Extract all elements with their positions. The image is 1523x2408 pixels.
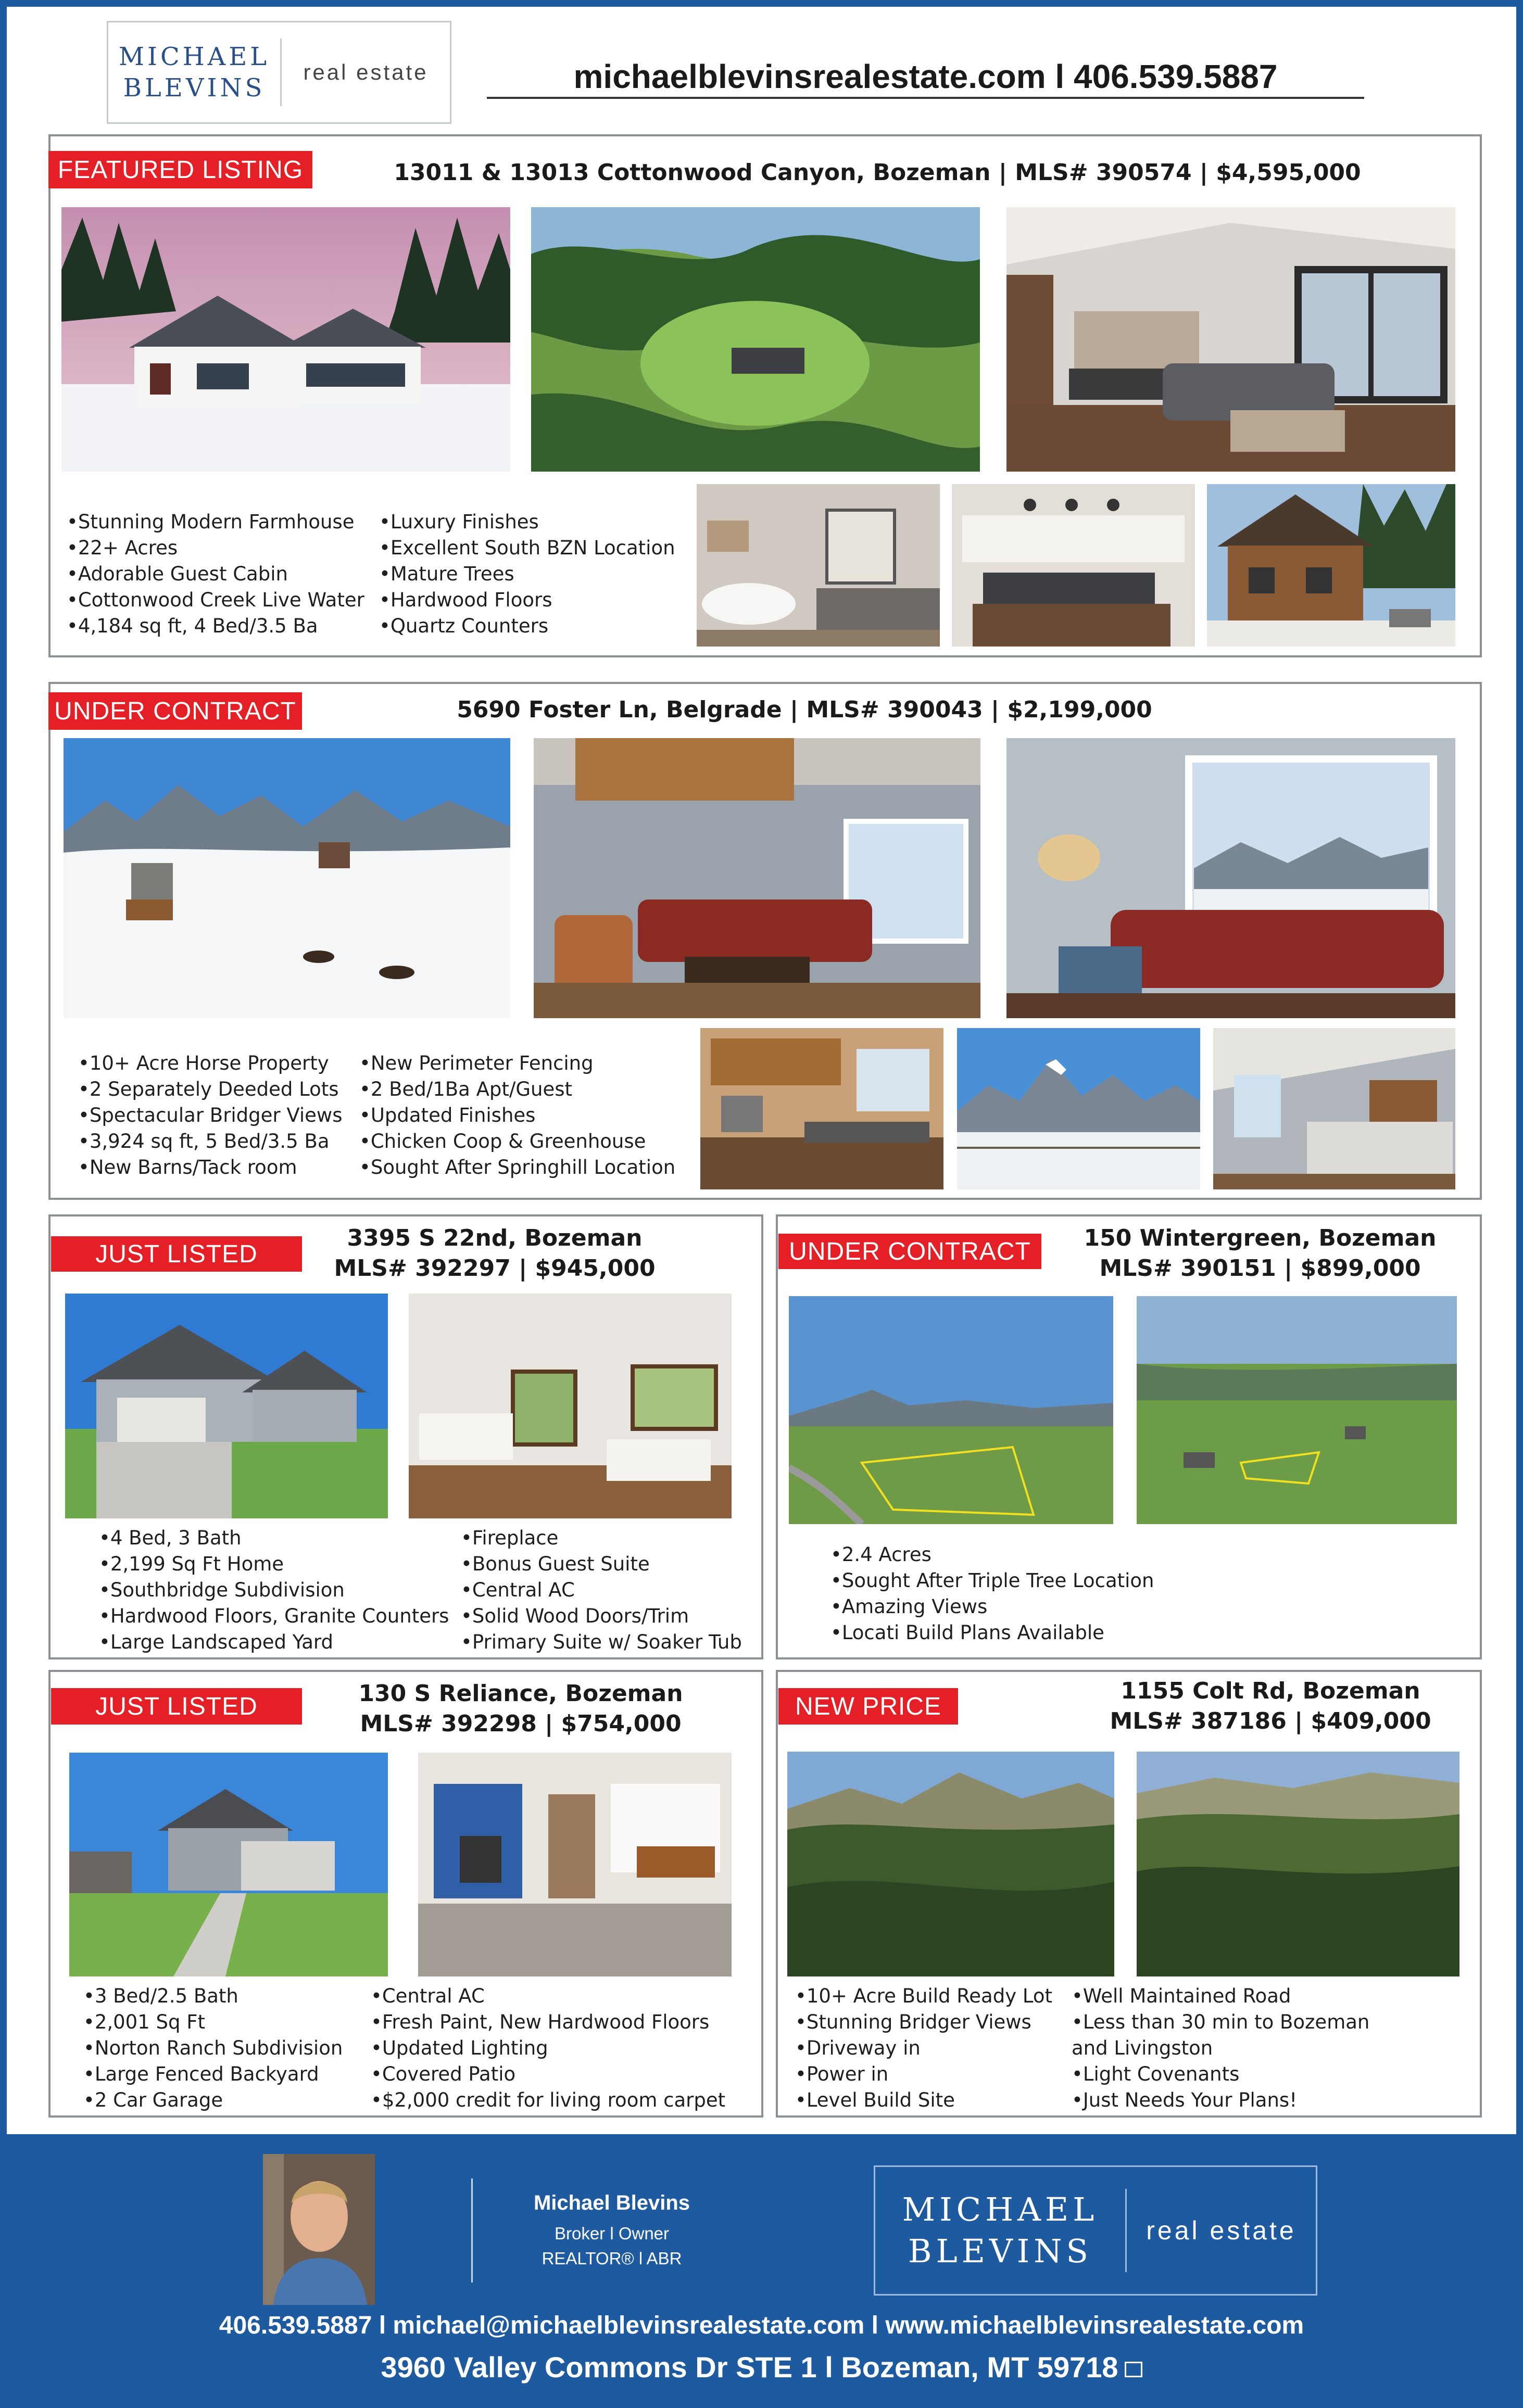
list-item: • Central AC [461, 1577, 742, 1603]
list-item: • 22+ Acres [67, 535, 364, 561]
colt-title[interactable] [1083, 1676, 1458, 1737]
list-item: and Livingston [1072, 2037, 1213, 2059]
reliance-mls-price: MLS# 392298 | $754,000 [360, 1710, 682, 1737]
list-item: • Driveway in [795, 2035, 1052, 2061]
list-item: • Less than 30 min to Bozeman [1072, 2009, 1369, 2035]
list-item: • Primary Suite w/ Soaker Tub [461, 1629, 742, 1655]
reliance-tag: JUST LISTED [51, 1688, 302, 1725]
colt-photo-valley[interactable] [787, 1752, 1114, 1976]
list-item: • Hardwood Floors [379, 587, 675, 613]
list-item: • Well Maintained Road [1072, 1983, 1369, 2009]
agent-credentials: REALTOR® l ABR [542, 2249, 682, 2268]
s22nd-features-col1 [99, 1525, 449, 1655]
featured-photo-kitchen[interactable] [952, 484, 1195, 647]
agent-role: Broker l Owner [554, 2224, 670, 2243]
list-item: • 10+ Acre Build Ready Lot [795, 1983, 1052, 2009]
foster-title[interactable]: 5690 Foster Ln, Belgrade | MLS# 390043 | $2,199,000 [457, 696, 1152, 723]
list-item: • Quartz Counters [379, 613, 675, 639]
list-item: • Central AC [371, 1983, 725, 2009]
wintergreen-photo-lot[interactable] [789, 1296, 1113, 1524]
wintergreen-tag: UNDER CONTRACT [778, 1234, 1041, 1269]
footer-logo-wordmark [875, 2189, 1125, 2272]
list-item: • Fireplace [461, 1525, 742, 1551]
footer-address: 3960 Valley Commons Dr STE 1 l Bozeman, MT 59718 [381, 2351, 1118, 2384]
footer-logo [874, 2165, 1317, 2296]
s22nd-features-col2 [461, 1525, 742, 1655]
agent-photo [263, 2154, 375, 2305]
footer-logo-subtitle: real estate [1146, 2216, 1297, 2245]
featured-tag: FEATURED LISTING [48, 151, 312, 188]
featured-features-col2 [379, 509, 675, 639]
header-logo [107, 21, 451, 124]
list-item: • 3 Bed/2.5 Bath [83, 1983, 343, 2009]
reliance-title[interactable] [338, 1679, 703, 1739]
agent-info [484, 2191, 739, 2271]
logo-wordmark [108, 41, 280, 104]
foster-photo-living[interactable] [534, 738, 980, 1018]
list-item: • Power in [795, 2061, 1052, 2087]
colt-photo-forest[interactable] [1137, 1752, 1459, 1976]
list-item: • Locati Build Plans Available [830, 1620, 1154, 1646]
s22nd-photo-interior[interactable] [409, 1294, 732, 1518]
list-item: • Mature Trees [379, 561, 675, 587]
wintergreen-features [830, 1542, 1154, 1646]
featured-title[interactable]: 13011 & 13013 Cottonwood Canyon, Bozeman | MLS# 390574 | $4,595,000 [394, 159, 1361, 186]
list-item: • Covered Patio [371, 2061, 725, 2087]
header-rule [487, 97, 1364, 99]
featured-photo-cabin[interactable] [1207, 484, 1455, 647]
foster-features-col2 [359, 1050, 675, 1181]
list-item: • 2.4 Acres [830, 1542, 1154, 1568]
list-item: • Adorable Guest Cabin [67, 561, 364, 587]
wintergreen-title[interactable] [1062, 1223, 1458, 1284]
list-item: • 2 Separately Deeded Lots [78, 1076, 342, 1102]
list-item: • 4 Bed, 3 Bath [99, 1525, 449, 1551]
list-item: • Amazing Views [830, 1594, 1154, 1620]
featured-photo-aerial[interactable] [531, 207, 980, 472]
list-item: • Spectacular Bridger Views [78, 1102, 342, 1129]
logo-line1: MICHAEL [118, 42, 270, 71]
list-item: • Large Landscaped Yard [99, 1629, 449, 1655]
featured-photo-living[interactable] [1006, 207, 1455, 472]
list-item: • Light Covenants [1072, 2061, 1369, 2087]
s22nd-photo-exterior[interactable] [65, 1294, 388, 1518]
wintergreen-address: 150 Wintergreen, Bozeman [1084, 1225, 1437, 1251]
agent-name: Michael Blevins [533, 2191, 690, 2214]
foster-tag: UNDER CONTRACT [48, 692, 302, 730]
list-item: • Solid Wood Doors/Trim [461, 1603, 742, 1629]
wintergreen-photo-aerial[interactable] [1137, 1296, 1457, 1524]
reliance-photo-exterior[interactable] [69, 1753, 388, 1976]
reliance-photo-living[interactable] [418, 1753, 732, 1976]
list-item: • Sought After Triple Tree Location [830, 1568, 1154, 1594]
list-item: • Updated Finishes [359, 1102, 675, 1129]
featured-photo-bath[interactable] [697, 484, 940, 647]
list-item: • Hardwood Floors, Granite Counters [99, 1603, 449, 1629]
colt-mls-price: MLS# 387186 | $409,000 [1110, 1708, 1431, 1734]
list-item: • Level Build Site [795, 2087, 1052, 2113]
list-item: • 2 Car Garage [83, 2087, 343, 2113]
logo-line2: BLEVINS [123, 73, 266, 103]
list-item: • Just Needs Your Plans! [1072, 2087, 1369, 2113]
header-contact[interactable]: michaelblevinsrealestate.com l 406.539.5887 [573, 58, 1278, 95]
colt-tag: NEW PRICE [778, 1688, 958, 1725]
list-item: • Large Fenced Backyard [83, 2061, 343, 2087]
list-item: • Excellent South BZN Location [379, 535, 675, 561]
list-item: • Fresh Paint, New Hardwood Floors [371, 2009, 725, 2035]
list-item: • Norton Ranch Subdivision [83, 2035, 343, 2061]
foster-photo-bedroom[interactable] [1213, 1028, 1455, 1189]
foster-features-col1 [78, 1050, 342, 1181]
foster-photo-mountains[interactable] [957, 1028, 1200, 1189]
featured-features-col1 [67, 509, 364, 639]
footer-address-line [0, 2350, 1523, 2384]
list-item: • Cottonwood Creek Live Water [67, 587, 364, 613]
list-item: • Updated Lighting [371, 2035, 725, 2061]
logo-subtitle: real estate [303, 60, 429, 84]
s22nd-title[interactable] [312, 1223, 677, 1284]
list-item: • 4,184 sq ft, 4 Bed/3.5 Ba [67, 613, 364, 639]
s22nd-address: 3395 S 22nd, Bozeman [347, 1225, 643, 1251]
reliance-features-col2 [371, 1983, 725, 2113]
list-item: • Stunning Modern Farmhouse [67, 509, 364, 535]
reliance-address: 130 S Reliance, Bozeman [358, 1680, 683, 1707]
list-item: • 2,001 Sq Ft [83, 2009, 343, 2035]
list-item: • Stunning Bridger Views [795, 2009, 1052, 2035]
footer-logo-line2: BLEVINS [908, 2232, 1092, 2270]
list-item: • New Barns/Tack room [78, 1155, 342, 1181]
s22nd-tag: JUST LISTED [51, 1236, 302, 1272]
colt-features-col1 [795, 1983, 1052, 2113]
colt-features-col2 [1072, 1983, 1369, 2113]
footer-divider [471, 2178, 473, 2283]
foster-photo-kitchen[interactable] [700, 1028, 943, 1189]
foster-photo-horses[interactable] [64, 738, 510, 1018]
list-item: • Luxury Finishes [379, 509, 675, 535]
list-item: • Bonus Guest Suite [461, 1551, 742, 1577]
list-item: • 2 Bed/1Ba Apt/Guest [359, 1076, 675, 1102]
foster-photo-view[interactable] [1006, 738, 1455, 1018]
s22nd-mls-price: MLS# 392297 | $945,000 [334, 1255, 656, 1282]
list-item: • New Perimeter Fencing [359, 1050, 675, 1076]
list-item: • Chicken Coop & Greenhouse [359, 1129, 675, 1155]
footer-logo-line1: MICHAEL [902, 2190, 1099, 2228]
featured-photo-exterior[interactable] [61, 207, 510, 472]
colt-address: 1155 Colt Rd, Bozeman [1121, 1678, 1420, 1704]
equal-housing-icon [1125, 2362, 1142, 2377]
footer-contact[interactable]: 406.539.5887 l michael@michaelblevinsrealestate.com l www.michaelblevinsrealestate.com [219, 2312, 1304, 2339]
list-item: • Southbridge Subdivision [99, 1577, 449, 1603]
reliance-features-col1 [83, 1983, 343, 2113]
list-item: • Sought After Springhill Location [359, 1155, 675, 1181]
list-item: • 2,199 Sq Ft Home [99, 1551, 449, 1577]
wintergreen-mls-price: MLS# 390151 | $899,000 [1099, 1255, 1421, 1282]
list-item: • 10+ Acre Horse Property [78, 1050, 342, 1076]
list-item: • 3,924 sq ft, 5 Bed/3.5 Ba [78, 1129, 342, 1155]
list-item: • $2,000 credit for living room carpet [371, 2087, 725, 2113]
